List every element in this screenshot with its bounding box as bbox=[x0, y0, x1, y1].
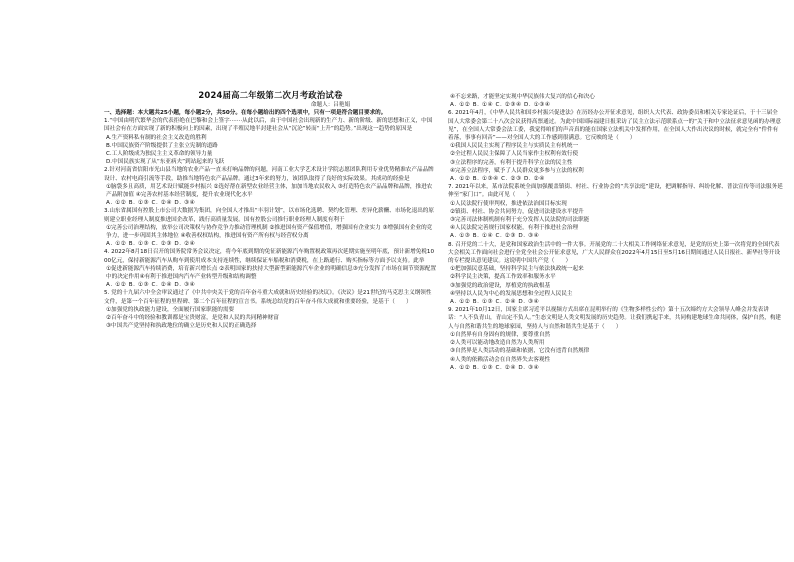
item-3: ③自然界是人类活动的基础和依据，它没有违背自然规律 bbox=[450, 348, 590, 355]
question-3 bbox=[104, 207, 437, 248]
question-2 bbox=[104, 166, 437, 207]
answer-choices: A. ①② B. ①④ C. ②③④ D. ①③④ bbox=[450, 102, 551, 109]
question-8 bbox=[448, 241, 783, 307]
item-3: ③完善司法体制机制有利于充分发挥人民法院的司法职能 bbox=[450, 217, 590, 224]
question-stem: 1.“中国由明代繁华会的代表拒绝在巴黎和会上签字·······从此以后，由于中国社会出现新的生产力、新的阶级、新的思想和正义，中国国社会有在方面实现了新的积极向上的因素，出现了半殖民地半封建社会从“沉沦”转而“上升”的趋势。”出现这一趋势的原因是 bbox=[104, 118, 433, 133]
answer-choices: A. ①② B. ①③ C. ②③ D. ②④ bbox=[106, 241, 196, 248]
item-4: ④人类的依赖活动会在自然界失去客观性 bbox=[450, 356, 551, 363]
question-stem: 8. 召开党的二十大，是党和国家政治生活中的一件大事。开展党的二十大相关工作网络征求意见，是党的历史上第一次将党的全国代表大会相关工作面向社会进行全党全社会公开征求意见，广大人民群众在2022年4月15日至5月16日期间通过人民日报社、新华社等开设的专栏提出意见建议。这说明中国共产党（ ） bbox=[448, 241, 781, 265]
question-stem: 2.针对河南省信阳市光山县当地的农业产品一直未打响品牌的问题，河南工业大学艺术设计学院志愿团队利用专业优势精准农产品品牌设计、农村电商引流等手段，助推当地特色农产品品牌。通过3年来的努力，该团队取得了良好的实际效果。其成功的经验是 bbox=[104, 167, 434, 182]
question-stem: 6. 2021年4月，《中华人民共和国乡村振兴促进法》在历经办公开征求意见，组织人大代表、政协委员和相关专家论证后，于十三届全国人大常委会第二十八次会议获得高票通过。为此中国国际福建日报采访了民主立法示范联系点一的“关于和中立法征求意见函的办理意见”，在全国人大常委会法工委，我觉得咱们的声音真的能在国家立法机关中发挥作用，在全国人大作出决议的时候，就完全有“件件有着落，事事有回音”——对全国人大的工作感到很满意。它反映的是（ ） bbox=[448, 110, 781, 142]
answer-choices: A. ①② B. ①③④ C. ②③ D. ②④ bbox=[450, 176, 545, 183]
answer-choices: A. ①② B. ①③ C. ②④ D. ③④ bbox=[450, 299, 540, 306]
option-b: B.中国民族资产阶级提供了主张立宪制的道路 bbox=[106, 142, 218, 149]
item-1: ①把加强民意基础，坚持科学民主与依法执政统一起来 bbox=[450, 266, 584, 273]
item-2: ②科学民主决策，提高工作效率和服务水平 bbox=[450, 274, 556, 281]
section-heading: 一、选择题：本大题共25小题，每小题2分，共50分。在每小题给出的四个选项中，只有一项是符合题目要求的。 bbox=[104, 110, 387, 116]
right-column bbox=[448, 93, 783, 372]
question-9 bbox=[448, 306, 783, 372]
item-3: ③中国共产党坚持和执政地位的确立是历史和人民的正确选择 bbox=[106, 323, 257, 330]
left-column bbox=[104, 0, 437, 330]
question-stem: 7. 2021年以来，某市法院系统全面加强覆盖镇街、村社、行业协会的“共享法庭”建设，把调解指导、纠纷化解、普法宣传等司法服务延伸至“家门口”。由此可见（ ） bbox=[448, 184, 783, 199]
question-5-continued bbox=[448, 93, 783, 109]
question-5 bbox=[104, 289, 437, 330]
question-stem: 3.山东省属国有控股上市公司大数据为集团，向全国人才推出“丰羽计划”，以市场化选聘、契约化管理、差异化薪酬、市场化退出的原则建立职业经理人制度推进国企改革，践行高质量发展。国有控股公司推行职业经理人制度有利于 bbox=[104, 208, 434, 223]
option-d: D.中国民族实现了从“东亚病夫”到站起来的飞跃 bbox=[106, 159, 225, 166]
item-3: ③立法程序的完善，有利于提升科学立法的民主性 bbox=[450, 159, 573, 166]
question-1 bbox=[104, 117, 437, 166]
answer-choices: A. ①② B. ①③ C. ②④ D. ③④ bbox=[106, 200, 196, 207]
exam-author: 命题人：吕艳娟 bbox=[310, 102, 351, 108]
question-6 bbox=[448, 109, 783, 183]
option-a: A.生产资料私有制的社会主义改造的胜利 bbox=[106, 134, 207, 141]
option-c: C.工人阶级成为独民主主义革命的领导力量 bbox=[106, 151, 213, 158]
question-items: ①促进新能源汽车持续消费，培育新兴增长点 ②表明国家的扶持大型新型新能源汽车企业的明确信息③充分发挥了市场在调节资源配置中的决定作用④有利于推进国内汽车产业转型升级和结构调整 bbox=[106, 265, 437, 281]
item-4: ④人民法院完善规行国家权能，有利于推进社会治理 bbox=[450, 225, 579, 232]
answer-choices: A. ①② B. ①③ C. ②④ D. ③④ bbox=[106, 282, 196, 289]
question-4 bbox=[104, 248, 437, 289]
item-1: ①自然界有自身固有的规律，要尊重自然 bbox=[450, 331, 551, 338]
question-stem: 4. 2022年8月18日召开的国务院常务会议决定，将今年底到期的免征新能源汽车购置税政策再次延期实施至明年底，预计新增免税1000亿元，保持新能源汽车从购车到使用成本支持连续性，继续保证车船税和消费税，在上路通行、购买指标等方面予以支持。此举 bbox=[104, 249, 435, 264]
question-items: ①完善公司治理结构，放举公司决策权与协作竞争力推动管理机制 ②推进国有资产保值增值，增强国有企业实力 ③增强国有企业的竞争力，进一步巩固其主体地位 ④收善权权结构，推进国有资产所有权与经营权分离 bbox=[106, 224, 433, 240]
item-4: ④不忘来路，才能坚定实现中华民族伟大复兴的信心和决心 bbox=[450, 94, 595, 100]
item-1: ①人民法院行使审判权，推进依法治国目标实现 bbox=[450, 200, 567, 207]
item-3: ③加强党的政治建设，厚植党的执政根基 bbox=[450, 282, 551, 289]
item-2: ②镇街、村社、协会共同努力，促进司法建设水平提升 bbox=[450, 208, 584, 215]
answer-choices: A. ①③ B. ①④ C. ②③ D. ③④ bbox=[450, 233, 540, 240]
item-4: ④完善立法程序，赋予了人民群众更多参与立法的权利 bbox=[450, 167, 584, 174]
question-stem: 5. 党的十九届六中全会审议通过了《中共中央关于党的百年奋斗重大成就和历史经验的决议》。《决议》是21世纪的马克思主义纲领性文件，是第一个百年征程的里程碑、第二个百年征程的宣言书。系统总结党的百年奋斗伟大成就和重要经验，是基于（ ） bbox=[104, 290, 432, 305]
item-2: ②百年奋斗中的经验和教训都是宝贵财富，是党和人民的共同精神财富 bbox=[106, 315, 279, 322]
question-stem: 9. 2021年10月12日，国家主席习近平以视频方式出席在昆明举行的《生物多样性公约》第十五次缔约方大会领导人峰会并发表讲话：“人不负青山，青山定不负人。”生态文明是人类文明发展的历史趋势。让我们携起手来，共同构建地球生命共同体，保护自然，构建人与自然和谐共生的地球家园，坚持人与自然和谐共生是基于（ ） bbox=[448, 307, 782, 330]
item-2: ②人类可以能动地改造自然为人类所用 bbox=[450, 340, 545, 347]
question-7 bbox=[448, 183, 783, 240]
item-4: ④坚持以人民为中心的发展思想和全过程人民民主 bbox=[450, 290, 573, 297]
item-1: ①我国人民民主实现了程序民主与实质民主有机统一 bbox=[450, 143, 579, 150]
exam-title: 2024届高二年级第二次月考政治试卷 bbox=[198, 90, 343, 100]
answer-choices: A. ①② B. ①③ C. ②④ D. ③④ bbox=[450, 364, 540, 371]
question-items: ①脑袋多且高质，用艺术设计赋能乡村振兴 ②选好帮在新型农业经营主体，加加当地农民收入 ③打造特色农产品品牌和品牌，推进农产品附加值 ④完善农村基本经营制度，提升农业现代化水平 bbox=[106, 183, 433, 199]
item-1: ①加强党的执政能力建设，全面履行国家职能的需要 bbox=[106, 306, 235, 313]
item-2: ②全过程人民民主保障了人民当家作主权利有效行使 bbox=[450, 151, 579, 158]
